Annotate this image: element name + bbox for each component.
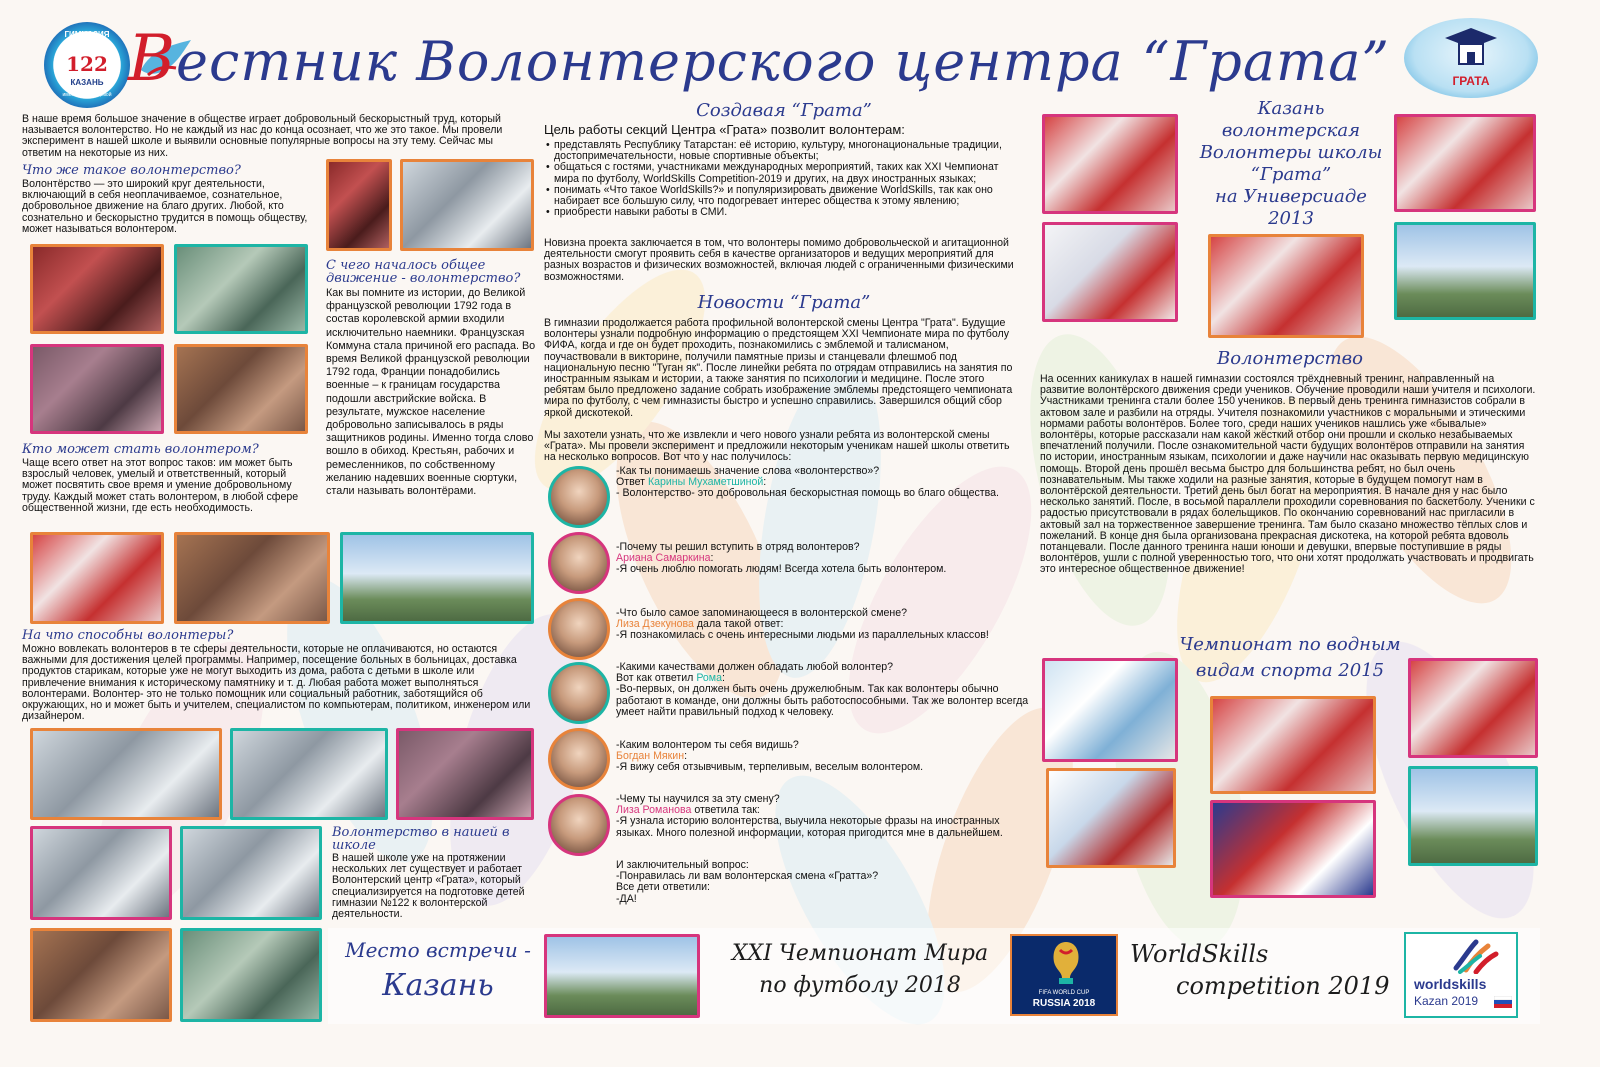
gymnasium-logo-label: ГИМНАЗИЯ bbox=[64, 30, 110, 39]
meeting-place-line2: Казань bbox=[382, 968, 494, 1003]
q5-heading-text: Волонтерство в нашей в школе bbox=[332, 825, 510, 853]
worldcup-line1: XXI Чемпионат Мира bbox=[731, 941, 989, 966]
photo-universiade-2 bbox=[1042, 222, 1178, 322]
worldskills-logo bbox=[1404, 932, 1518, 1018]
avatar-ariana bbox=[548, 532, 610, 594]
experiment-text: Мы захотели узнать, что же извлекли и чего нового узнали ребята из волонтерской смены «Грата». Мы провели эксперимент и предложили некоторым ученикам нашей школы ответить на несколько вопросов. Вот что у нас получилось: bbox=[544, 429, 1010, 464]
interview-3 bbox=[616, 608, 1036, 642]
final-question bbox=[616, 860, 1016, 905]
photo-universiade-3 bbox=[1208, 234, 1364, 338]
q5-heading bbox=[332, 826, 534, 852]
avatar-bogdan bbox=[548, 728, 610, 790]
q4-text: Можно вовлекать волонтеров в те сферы деятельности, которые не оплачиваются, но остаются важными для достижения целей программы. Например, посещение больных в больницах, доставка продуктов старикам, которые уже не могут выходить из дома, работа с детьми в школе или привлечение внимания к историческому памятнику и т. д. Любая работа может выполняться волонтерами. Волонтер- это не только помощник или социальный работник, заботящийся об окружающих, но и может быть и учителем, специалистом по компьютерам, политиком, инженером или дизайнером. bbox=[22, 643, 531, 723]
respondent-name: Богдан Мякин bbox=[616, 750, 685, 763]
final-answer-text: -ДА! bbox=[616, 892, 637, 905]
photo-auditorium-4 bbox=[174, 344, 308, 434]
photo-universiade-1 bbox=[1042, 114, 1178, 214]
russian-flag-icon bbox=[1494, 996, 1512, 1008]
universiade-heading-line: “Грата” bbox=[1250, 164, 1332, 185]
goal-heading: Цель работы секций Центра «Грата» позволит волонтерам: bbox=[544, 122, 905, 137]
photo-group-small-2 bbox=[400, 159, 534, 251]
photo-aquatics-6 bbox=[1408, 766, 1538, 866]
worldcup-line2: по футболу 2018 bbox=[759, 973, 961, 998]
universiade-heading-line: волонтерская bbox=[1221, 120, 1361, 141]
interview-answer: -Я очень люблю помогать людям! Всегда хотела быть волонтером. bbox=[616, 563, 947, 576]
aquatics-heading-line: Чемпионат по водным bbox=[1179, 634, 1401, 655]
worldcup-logo bbox=[1010, 934, 1118, 1016]
goal-item: • приобрести навыки работы в СМИ. bbox=[544, 207, 1024, 218]
interview-question: -Что было самое запоминающееся в волонтерской смене? bbox=[616, 607, 908, 619]
goal-item: • представлять Республику Татарстан: её историю, культуру, многонациональные традиции, достопримечательности, новые спортивные объекты; bbox=[544, 140, 1024, 162]
photo-aquatics-mascots bbox=[1042, 658, 1178, 762]
photo-classroom-3 bbox=[396, 728, 534, 820]
worldskills-logo-line2: Kazan 2019 bbox=[1414, 994, 1479, 1008]
worldcup-logo-line2: RUSSIA 2018 bbox=[1032, 998, 1096, 1009]
respondent-suffix: ответила так: bbox=[691, 804, 760, 817]
photo-aquatics-5 bbox=[1408, 658, 1538, 758]
gymnasium-logo-sub: имени Ж.А.Зайцевой bbox=[62, 92, 112, 98]
interview-answer: -Я узнала историю волонтерства, выучила некоторые фразы на иностранных языках. Много полезной информации, которая пригодится мне в дальнейшем. bbox=[616, 815, 1003, 839]
volunteering-heading: Волонтерство bbox=[1217, 348, 1363, 369]
photo-lecture-hall bbox=[30, 826, 172, 920]
photo-computer-class bbox=[180, 826, 322, 920]
interview-question: -Почему ты решил вступить в отряд волонтеров? bbox=[616, 541, 860, 553]
respondent-suffix: дала такой ответ: bbox=[693, 618, 784, 631]
respondent-name: Ариана Самаркина bbox=[616, 552, 711, 565]
q4-heading: На что способны волонтеры? bbox=[22, 628, 234, 643]
intro-text: В наше время большое значение в обществе играет добровольный бескорыстный труд, который называется волонтерство. Но не каждый из нас до конца осознает, что же это такое. Мы провели эксперимент в нашей школе и выявили основные популярные вопросы на эту тему. Сейчас мы ответим на некоторые из них. bbox=[22, 113, 503, 159]
photo-stage-volunteers bbox=[30, 532, 164, 624]
interview-1 bbox=[616, 466, 1016, 500]
universiade-heading bbox=[1188, 98, 1394, 230]
respondent-name: Лиза Дзекунова bbox=[616, 618, 694, 631]
respondent-prefix: Вот как ответил bbox=[616, 672, 697, 685]
news-text: В гимназии продолжается работа профильной волонтерской смены Центра "Грата". Будущие волонтеры узнали подробную информацию о предстоящем XXI Чемпионате мира по футболу ФИФА, когда и где он будет проходить, познакомились с эмблемой и талисманом, поучаствовали в викторине, получили памятные призы и станцевали флешмоб под национальную песню "Туган як". После линейки ребята по отрядам отправились на занятия по иностранным языкам и истории, а также занятия по психологии и медицине. После этого ребятам было предложено задание собрать изображение эмблемы предстоящего чемпионата мира по футболу, с чем гимназисты быстро и успешно справились. Завершился общий сбор яркой дискотекой. bbox=[544, 317, 1013, 419]
grata-logo bbox=[1404, 18, 1538, 98]
photo-aquatics-4 bbox=[1210, 800, 1376, 898]
q2-text: Как вы помните из истории, до Великой французской революции 1792 года в состав королевской армии входили исключительно наемники. Французская Коммуна стала причиной его распада. Во время Великой французской революции 1792 года, Франции понадобились военные – к границам государства подошли австрийские войска. В результате, мужское население добровольно записывалось в ряды защитников родины. Именно тогда слово вошло в обиход. Крестьян, рабочих и ремесленников, по собственному желанию надевших военные сюртуки, стали называть волонтёрами. bbox=[326, 287, 536, 498]
photo-aquatics-3 bbox=[1210, 696, 1376, 794]
interview-2 bbox=[616, 542, 1016, 576]
universiade-heading-line: 2013 bbox=[1268, 208, 1314, 229]
volunteering-text: На осенних каникулах в нашей гимназии состоялся трёхдневный тренинг, направленный на развитие волонтёрского движения среди учеников. Обучение проводили наши учителя и психологи. Участниками тренинга стали более 150 учеников. В первый день тренинга гимназистов собрали в актовом зале и разбили на отряды. Учителя познакомили участников с моральными и этическими нормами работы волонтёров. Более того, среди наших учеников нашлись уже «бывалые» волонтёры, которые рассказали нам какой жёсткий отбор они прошли и сколько незабываемых впечатлений получили. После ознакомительной части будущих волонтёров отправили на занятия по истории, иностранным языкам, психологии и даже научили нас оказывать первую медицинскую помощь. Второй день прошёл весьма быстро для большинства ребят, но был очень познавательным. Мы также ходили на разные занятия, которые в будущем помогут нам в волонтёрской деятельности. Третий день был богат на мероприятия. В начале дня у нас было несколько занятий. После, в восьмой параллели проходили соревнования по баскетболу. Ученики с радостью присутствовали в рядах болельщиков. По окончанию соревнований нас пригласили в актовый зал на торжественное завершение тренинга. Там было сказано множество тёплых слов и пожеланий. В конце дня была организована прекрасная дискотека, на которой ребята вдоволь потанцевали. После данного тренинга наши юноши и девушки, впервые поступившие в ряды волонтёров, ушли с полной уверенностью того, что они хотят продолжать участвовать и продвигать это интересное общественное движение! bbox=[1040, 373, 1536, 576]
universiade-heading-line: Волонтеры школы bbox=[1199, 142, 1383, 163]
creating-grata-heading: Создавая “Грата” bbox=[696, 100, 872, 121]
worldcup-label bbox=[712, 938, 1008, 1002]
goals-list bbox=[544, 140, 1024, 218]
respondent-prefix: Ответ bbox=[616, 476, 648, 489]
photo-auditorium-1 bbox=[30, 244, 164, 334]
page-title-rest: естник Волонтерского центра “Грата” bbox=[176, 30, 1391, 93]
world-cup-trophy-icon bbox=[1046, 940, 1086, 986]
gymnasium-logo bbox=[44, 22, 130, 108]
worldskills-line2: competition 2019 bbox=[1176, 972, 1390, 1000]
photo-aquatics-2 bbox=[1046, 768, 1176, 868]
gymnasium-logo-city: КАЗАНЬ bbox=[70, 78, 104, 87]
q5-text: В нашей школе уже на протяжении нескольких лет существует и работает Волонтерский центр «Грата», который специализируется на подготовке детей гимназии №122 к волонтерской деятельности. bbox=[332, 852, 525, 921]
avatar-karina bbox=[548, 466, 610, 528]
interview-question: -Чему ты научился за эту смену? bbox=[616, 793, 780, 805]
respondent-suffix: : bbox=[763, 476, 767, 489]
worldcup-logo-line1: FIFA WORLD CUP bbox=[1038, 990, 1090, 996]
photo-kazan-kremlin bbox=[544, 934, 700, 1018]
news-grata-heading: Новости “Грата” bbox=[697, 292, 871, 313]
meeting-place-label bbox=[338, 938, 538, 1003]
interview-question: -Как ты понимаешь значение слова «волонтерство»? bbox=[616, 465, 880, 477]
universiade-heading-line: Казань bbox=[1257, 98, 1325, 119]
q1-heading: Что же такое волонтерство? bbox=[22, 163, 241, 178]
avatar-liza-d bbox=[548, 598, 610, 660]
avatar-liza-r bbox=[548, 794, 610, 856]
interview-4 bbox=[616, 662, 1030, 718]
worldskills-emblem-icon bbox=[1450, 938, 1500, 974]
photo-auditorium-2 bbox=[174, 244, 308, 334]
interview-5 bbox=[616, 740, 1016, 774]
avatar-roma bbox=[548, 662, 610, 724]
respondent-suffix: : bbox=[721, 672, 725, 685]
worldskills-logo-line1: worldskills bbox=[1414, 976, 1487, 992]
respondent-name: Карины Мухаметшиной bbox=[647, 476, 764, 489]
photo-group-small-1 bbox=[326, 159, 392, 251]
photo-assembly-2 bbox=[180, 928, 322, 1022]
photo-universiade-5 bbox=[1394, 222, 1536, 320]
photo-volunteers-outdoor bbox=[174, 532, 330, 624]
graduation-cap-icon bbox=[1441, 24, 1501, 70]
q3-text: Чаще всего ответ на этот вопрос таков: им может быть взрослый человек, умелый и ответственный, который может посвятить свое время и умение добровольному труду. Каждый может стать волонтером, в любой сфере общественной жизни, где есть необходимость. bbox=[22, 457, 299, 514]
aquatics-heading-line: видам спорта 2015 bbox=[1195, 660, 1385, 681]
universiade-heading-line: на Универсиаде bbox=[1215, 186, 1367, 207]
meeting-place-line1: Место встречи - bbox=[345, 938, 531, 962]
interview-question: -Каким волонтером ты себя видишь? bbox=[616, 739, 799, 751]
worldskills-label bbox=[1130, 938, 1400, 1002]
interview-6 bbox=[616, 794, 1026, 839]
photo-classroom-1 bbox=[30, 728, 222, 820]
interview-answer: -Я вижу себя отзывчивым, терпеливым, веселым волонтером. bbox=[616, 761, 924, 774]
photo-universiade-4 bbox=[1394, 114, 1536, 212]
final-question-intro: И заключительный вопрос: bbox=[616, 859, 749, 871]
goal-item: • общаться с гостями, участниками международных мероприятий, таких как XXI Чемпионат мира по футболу, WorldSkills Competition-2019 и других, на двух иностранных языках; bbox=[544, 162, 1024, 184]
interview-question: -Какими качествами должен обладать любой волонтер? bbox=[616, 661, 893, 673]
gymnasium-logo-number: 122 bbox=[66, 52, 108, 76]
grata-logo-label: ГРАТА bbox=[1452, 74, 1490, 88]
photo-park-crowd bbox=[340, 532, 534, 624]
respondent-suffix: : bbox=[684, 750, 688, 763]
page-title-initial: В bbox=[128, 22, 177, 96]
q3-heading: Кто может стать волонтером? bbox=[22, 442, 259, 457]
q1-text: Волонтёрство — это широкий круг деятельности, включающий в себя неоплачиваемое, сознательное, добровольное движение на благо других. Любой, кто сознательно и бескорыстно трудится в помощь обществу, может называться волонтером. bbox=[22, 178, 308, 235]
interview-answer: -Я познакомилась с очень интересными людьми из параллельных классов! bbox=[616, 629, 989, 642]
photo-classroom-2 bbox=[230, 728, 388, 820]
novelty-text: Новизна проекта заключается в том, что волонтеры помимо добровольческой и агитационной деятельности смогут проявить себя в качестве организаторов и ведущих мероприятий для разных возрастов и физических возможностей, включая людей с ограниченными физическими возможностями. bbox=[544, 237, 1014, 283]
aquatics-heading bbox=[1160, 632, 1420, 684]
respondent-name: Рома bbox=[696, 672, 722, 685]
respondent-name: Лиза Романова bbox=[616, 804, 692, 817]
goal-item: • понимать «Что такое WorldSkills?» и популяризировать движение WorldSkills, так как оно набирает все большую силу, что подогревает интерес общества к этому явлению; bbox=[544, 185, 1024, 207]
worldskills-line1: WorldSkills bbox=[1130, 940, 1269, 968]
interview-answer: - Волонтерство- это добровольная бескорыстная помощь во благо общества. bbox=[616, 487, 999, 500]
respondent-suffix: : bbox=[710, 552, 714, 565]
page-title bbox=[128, 22, 1428, 102]
final-answer-intro: Все дети ответили: bbox=[616, 881, 711, 894]
q2-heading bbox=[326, 259, 536, 285]
q2-heading-text: С чего началось общее движение - волонтерство? bbox=[326, 258, 521, 286]
final-question-text: -Понравилась ли вам волонтерская смена «Гратта»? bbox=[616, 870, 879, 883]
interview-answer: -Во-первых, он должен быть очень дружелюбным. Так как волонтеры обычно работают в команде, они должны быть работоспособными. Так же волонтер всегда умеет найти правильный подход к человеку. bbox=[616, 683, 1029, 718]
photo-assembly-1 bbox=[30, 928, 172, 1022]
photo-auditorium-3 bbox=[30, 344, 164, 434]
